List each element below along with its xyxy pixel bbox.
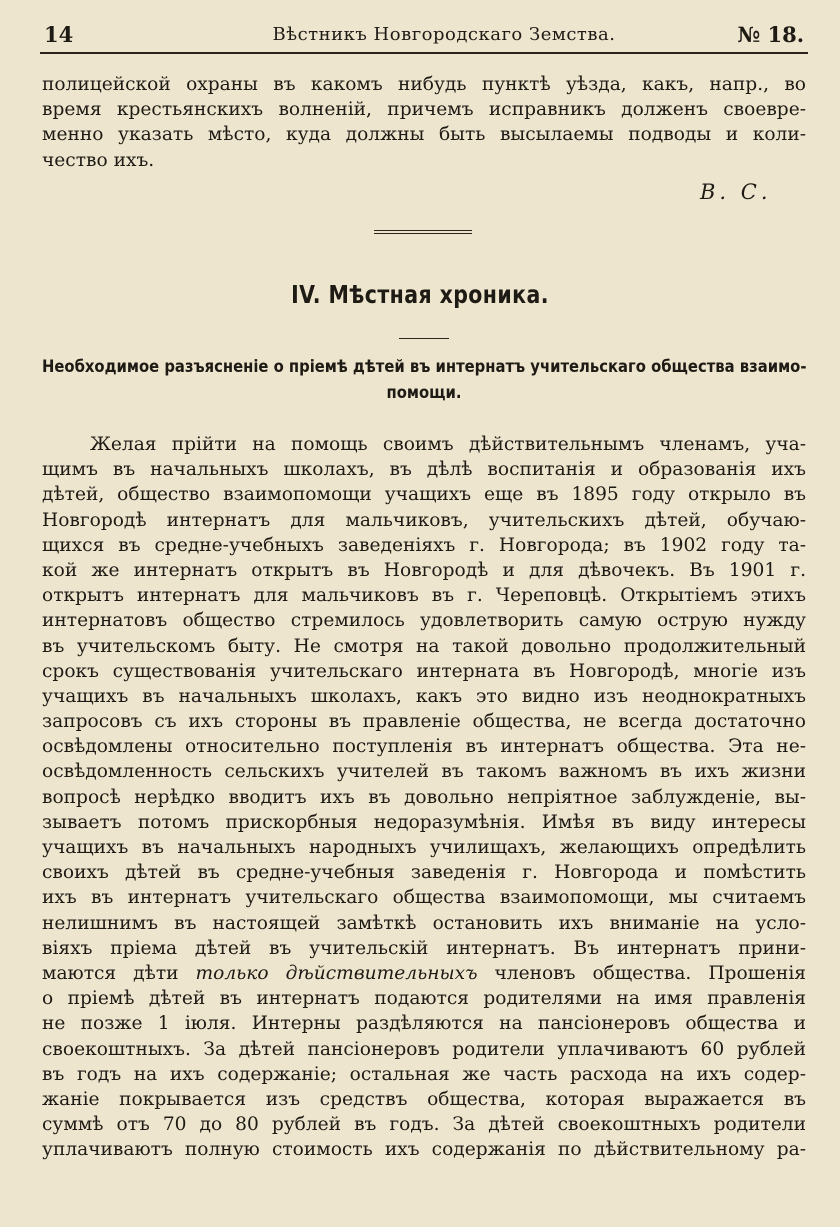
text-line: освѣдомлены относительно поступленія въ интернатъ общества. Эта не- (42, 736, 806, 758)
text-line: Новгородѣ интернатъ для мальчиковъ, учительскихъ дѣтей, обучаю- (42, 509, 806, 531)
text-line: освѣдомленность сельскихъ учителей въ такомъ важномъ въ ихъ жизни (42, 761, 806, 783)
text-line: вопросѣ нерѣдко вводитъ ихъ въ довольно непріятное заблужденіе, вы- (42, 786, 806, 808)
text-line: зываетъ потомъ прискорбныя недоразумѣнія. Имѣя въ виду интересы (42, 811, 806, 833)
text-line: въ годъ на ихъ содержаніе; остальная же часть расхода на ихъ содер- (42, 1063, 806, 1085)
article-heading-line: помощи. (386, 383, 462, 403)
text-line: интернатовъ общество стремилось удовлетворить самую острую нужду (42, 610, 806, 632)
text-line: ихъ въ интернатъ учительскаго общества взаимопомощи, мы считаемъ (42, 887, 806, 909)
text-line: полицейской охраны въ какомъ нибудь пунктѣ уѣзда, какъ, напр., во (42, 74, 806, 95)
emphasized-text: только дѣйствительныхъ (195, 962, 478, 984)
top-paragraph (42, 72, 806, 173)
text-line: запросовъ съ ихъ стороны въ правленіе общества, не всегда достаточно (42, 711, 806, 733)
article-heading-line: Необходимое разъясненіе о пріемѣ дѣтей въ интернатъ учительскаго общества взаимо- (42, 357, 807, 377)
section-title: IV. Мѣстная хроника. (291, 280, 549, 309)
separator-rule (374, 233, 472, 234)
text-line: учащихъ въ начальныхъ народныхъ училищахъ, желающихъ опредѣлить (42, 837, 806, 858)
issue-number: № 18. (737, 22, 804, 47)
text-line: открытъ интернатъ для мальчиковъ въ г. Череповцѣ. Открытіемъ этихъ (42, 585, 806, 607)
title-rule (399, 338, 449, 339)
article-heading (42, 354, 806, 406)
author-signature: В. С. (700, 180, 772, 204)
text-line: щимъ въ начальныхъ школахъ, въ дѣлѣ воспитанія и образованія ихъ (42, 459, 806, 481)
text-line: дѣтей, общество взаимопомощи учащихъ еще въ 1895 году открыло въ (42, 484, 806, 506)
text-line: кой же интернатъ открытъ въ Новгородѣ и для дѣвочекъ. Въ 1901 г. (42, 559, 806, 581)
text-line: уплачиваютъ полную стоимость ихъ содержанія по дѣйствительному ра- (42, 1139, 806, 1161)
article-body (42, 432, 806, 1162)
text-line: не позже 1 іюля. Интерны раздѣляются на пансіонеровъ общества и (42, 1013, 806, 1035)
separator-rule (374, 230, 472, 231)
text-line: время крестьянскихъ волненій, причемъ исправникъ долженъ своевре- (42, 99, 806, 121)
running-header (40, 22, 808, 54)
text-line: віяхъ пріема дѣтей въ учительскій интернатъ. Въ интернатъ прини- (42, 937, 806, 959)
text-line: о пріемѣ дѣтей въ интернатъ подаются родителями на имя правленія (42, 988, 806, 1010)
text-line: нелишнимъ въ настоящей замѣткѣ остановить ихъ вниманіе на усло- (42, 912, 806, 934)
text-line: жаніе покрывается изъ средствъ общества, которая выражается въ (42, 1088, 806, 1110)
page-number: 14 (44, 22, 74, 47)
text-run: членовъ общества. Прошенія (477, 962, 806, 984)
text-line: Желая прійти на помощь своимъ дѣйствительнымъ членамъ, уча- (90, 434, 806, 455)
text-line: своихъ дѣтей въ средне-учебныя заведенія г. Новгорода и помѣстить (42, 862, 806, 884)
text-line: въ учительскомъ быту. Не смотря на такой довольно продолжительный (42, 635, 806, 657)
text-run: маются дѣти (42, 962, 196, 984)
journal-title: Вѣстникъ Новгородскаго Земства. (272, 24, 616, 45)
text-line: менно указать мѣсто, куда должны быть высылаемы подводы и коли- (42, 124, 806, 146)
text-line: своекоштныхъ. За дѣтей пансіонеровъ родители уплачиваютъ 60 рублей (42, 1038, 806, 1060)
text-line: срокъ существованія учительскаго интерната въ Новгородѣ, многіе изъ (42, 660, 806, 682)
text-line: чество ихъ. (42, 149, 155, 171)
text-line: щихся въ средне-учебныхъ заведеніяхъ г. Новгорода; въ 1902 году та- (42, 534, 806, 556)
text-line (42, 961, 806, 986)
text-line: суммѣ отъ 70 до 80 рублей въ годъ. За дѣтей своекоштныхъ родители (42, 1114, 806, 1136)
text-line: учащихъ въ начальныхъ школахъ, какъ это видно изъ неоднократныхъ (42, 685, 806, 707)
